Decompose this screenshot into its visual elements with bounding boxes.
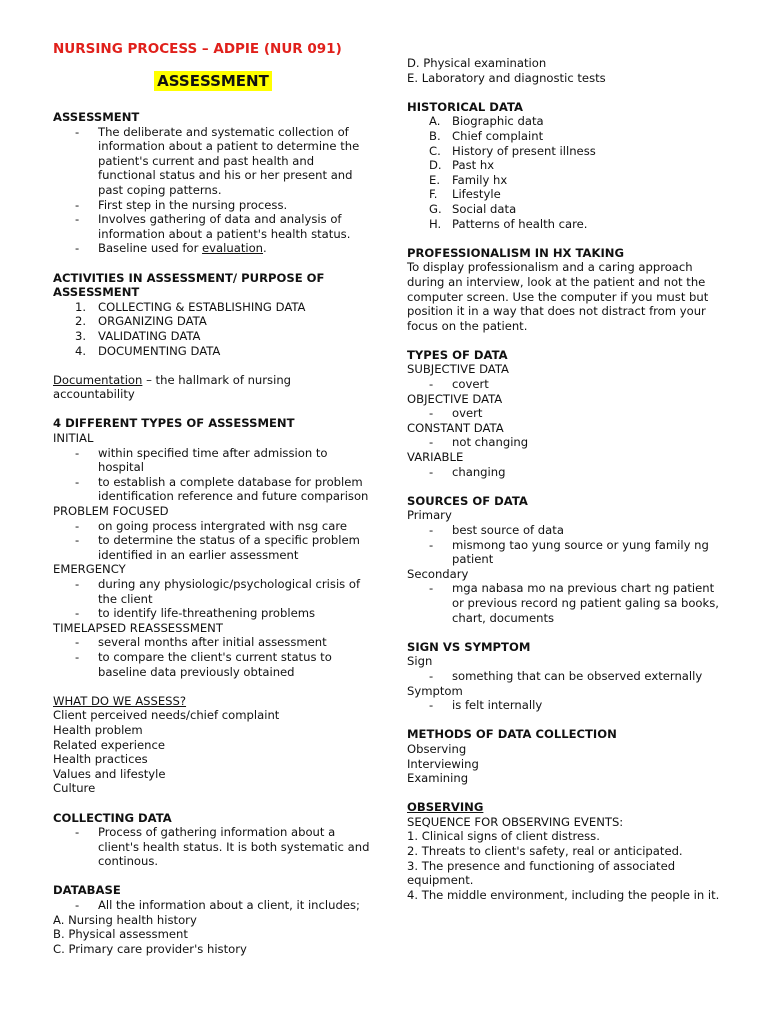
item-text: Lifestyle [452, 187, 501, 202]
activities-list [53, 300, 373, 358]
historical-heading: HISTORICAL DATA [407, 99, 523, 114]
list-item: - something that can be observed externally [407, 669, 727, 684]
what-assess-heading: WHAT DO WE ASSESS? [53, 693, 187, 708]
list-item: - mismong tao yung source or yung family ng patient [407, 538, 727, 567]
list-item [407, 173, 727, 188]
documentation-term: Documentation [53, 372, 143, 387]
symptom-list [407, 698, 727, 713]
database-list [53, 898, 373, 913]
data-type-label: SUBJECTIVE DATA [407, 362, 509, 377]
list-item: - Involves gathering of data and analysis of information about a patient's health status. [53, 212, 373, 241]
symptom-label: Symptom [407, 683, 463, 698]
list-item [53, 344, 373, 359]
activities-heading: ACTIVITIES IN ASSESSMENT/ PURPOSE OF ASSESSMENT [53, 270, 325, 300]
types-heading: 4 DIFFERENT TYPES OF ASSESSMENT [53, 416, 295, 431]
list-item: Observing [407, 741, 467, 756]
collecting-heading: COLLECTING DATA [53, 810, 172, 825]
list-item [407, 114, 727, 129]
list-item: 4. The middle environment, including the people in it. [407, 887, 720, 902]
evaluation-term: evaluation [202, 241, 264, 256]
item-letter: B. [429, 128, 441, 143]
item-number: 4. [75, 343, 87, 358]
data-type-list [407, 465, 727, 480]
list-item: Health problem [53, 722, 143, 737]
list-item: Related experience [53, 737, 165, 752]
list-item: - to compare the client's current status to baseline data previously obtained [53, 650, 373, 679]
item-text: VALIDATING DATA [98, 328, 201, 343]
list-item [407, 129, 727, 144]
list-item: - covert [407, 377, 727, 392]
list-item: - Process of gathering information about a client's health status. It is both systematic and continous. [53, 825, 373, 869]
list-item: - not changing [407, 435, 727, 450]
professionalism-text: To display professionalism and a caring approach during an interview, look at the patient and not the computer screen. Use the computer if you must but position it in a way that does not distract from your focus on the patient. [407, 260, 709, 333]
item-text: DOCUMENTING DATA [98, 343, 221, 358]
list-item: Client perceived needs/chief complaint [53, 708, 280, 723]
item-number: 1. [75, 299, 87, 314]
item-number: 2. [75, 314, 87, 329]
types-of-data-heading: TYPES OF DATA [407, 347, 508, 362]
data-type-list [407, 406, 727, 421]
observing-heading: OBSERVING [407, 800, 484, 815]
list-item: - on going process intergrated with nsg care [53, 519, 373, 534]
list-item: E. Laboratory and diagnostic tests [407, 70, 606, 85]
item-text: ORGANIZING DATA [98, 314, 207, 329]
item-number: 3. [75, 328, 87, 343]
item-letter: G. [429, 201, 442, 216]
item-letter: F. [429, 187, 438, 202]
list-item: - best source of data [407, 523, 727, 538]
list-item: Interviewing [407, 756, 479, 771]
list-item: B. Physical assessment [53, 927, 188, 942]
list-item: A. Nursing health history [53, 912, 197, 927]
data-type-label: CONSTANT DATA [407, 420, 504, 435]
baseline-prefix: Baseline used for [98, 241, 203, 256]
list-item [407, 187, 727, 202]
item-text: Past hx [452, 158, 495, 173]
list-item: C. Primary care provider's history [53, 941, 247, 956]
section-heading-assessment: ASSESSMENT [154, 71, 272, 91]
list-item: Values and lifestyle [53, 766, 166, 781]
list-item: - to identify life-threathening problems [53, 606, 373, 621]
list-item [407, 144, 727, 159]
list-item: - several months after initial assessment [53, 635, 373, 650]
list-item [53, 329, 373, 344]
list-item [53, 314, 373, 329]
data-type-list [407, 377, 727, 392]
list-item [407, 202, 727, 217]
sign-symptom-heading: SIGN VS SYMPTOM [407, 639, 531, 654]
list-item: - mga nabasa mo na previous chart ng patient or previous record ng patient galing sa books, chart, documents [407, 581, 727, 625]
item-letter: C. [429, 143, 441, 158]
sign-list [407, 669, 727, 684]
list-item: 3. The presence and functioning of associated equipment. [407, 858, 676, 888]
list-item [407, 158, 727, 173]
item-text: History of present illness [452, 143, 596, 158]
left-column [53, 0, 373, 956]
type-label-initial: INITIAL [53, 431, 94, 446]
list-item: - overt [407, 406, 727, 421]
list-item [53, 241, 373, 256]
list-item: - All the information about a client, it includes; [53, 898, 373, 913]
item-text: COLLECTING & ESTABLISHING DATA [98, 299, 306, 314]
methods-heading: METHODS OF DATA COLLECTION [407, 727, 617, 742]
item-letter: E. [429, 172, 441, 187]
list-item: Culture [53, 781, 96, 796]
right-column [407, 0, 727, 902]
assessment-heading: ASSESSMENT [53, 110, 140, 124]
timelapsed-list [53, 635, 373, 679]
item-text: Family hx [452, 172, 508, 187]
item-text: Patterns of health care. [452, 216, 588, 231]
item-text: Social data [452, 201, 517, 216]
sign-label: Sign [407, 654, 433, 669]
item-letter: A. [429, 114, 441, 129]
list-item: - during any physiologic/psychological crisis of the client [53, 577, 373, 606]
list-item [53, 300, 373, 315]
list-item: - changing [407, 465, 727, 480]
list-item: 2. Threats to client's safety, real or anticipated. [407, 844, 683, 859]
list-item: - to determine the status of a specific problem identified in an earlier assessment [53, 533, 373, 562]
item-text: Biographic data [452, 114, 544, 129]
documentation-line [53, 373, 373, 402]
list-item [407, 217, 727, 232]
historical-list [407, 114, 727, 231]
list-item: - First step in the nursing process. [53, 198, 373, 213]
emergency-list [53, 577, 373, 621]
section-heading-wrap [53, 71, 373, 91]
source-list [407, 523, 727, 567]
data-type-list [407, 435, 727, 450]
problem-focused-list [53, 519, 373, 563]
database-heading: DATABASE [53, 883, 121, 898]
list-item: - is felt internally [407, 698, 727, 713]
professionalism-heading: PROFESSIONALISM IN HX TAKING [407, 245, 624, 260]
source-label: Secondary [407, 566, 469, 581]
list-item: - The deliberate and systematic collection of information about a patient to determine the patient's current and past health and functional status and his or her present and past coping patterns. [53, 125, 373, 198]
source-label: Primary [407, 508, 452, 523]
assessment-list [53, 125, 373, 256]
list-item: D. Physical examination [407, 56, 547, 70]
item-text: Chief complaint [452, 128, 544, 143]
item-letter: D. [429, 158, 442, 173]
sources-heading: SOURCES OF DATA [407, 493, 528, 508]
item-letter: H. [429, 216, 442, 231]
list-item: 1. Clinical signs of client distress. [407, 829, 600, 844]
source-list [407, 581, 727, 625]
data-type-label: VARIABLE [407, 450, 464, 465]
collecting-list [53, 825, 373, 869]
list-item: Health practices [53, 752, 148, 767]
data-type-label: OBJECTIVE DATA [407, 391, 503, 406]
initial-list [53, 446, 373, 504]
baseline-suffix: . [263, 241, 267, 256]
documentation-definition: – the hallmark of nursing accountability [53, 372, 292, 402]
document-title: NURSING PROCESS – ADPIE (NUR 091) [53, 41, 342, 57]
type-label-problem-focused: PROBLEM FOCUSED [53, 504, 169, 519]
list-item: Examining [407, 771, 469, 786]
type-label-timelapsed: TIMELAPSED REASSESSMENT [53, 620, 223, 635]
type-label-emergency: EMERGENCY [53, 562, 126, 577]
observing-subheading: SEQUENCE FOR OBSERVING EVENTS: [407, 814, 624, 829]
list-item: - to establish a complete database for problem identification reference and future comparison [53, 475, 373, 504]
list-item: - within specified time after admission to hospital [53, 446, 373, 475]
